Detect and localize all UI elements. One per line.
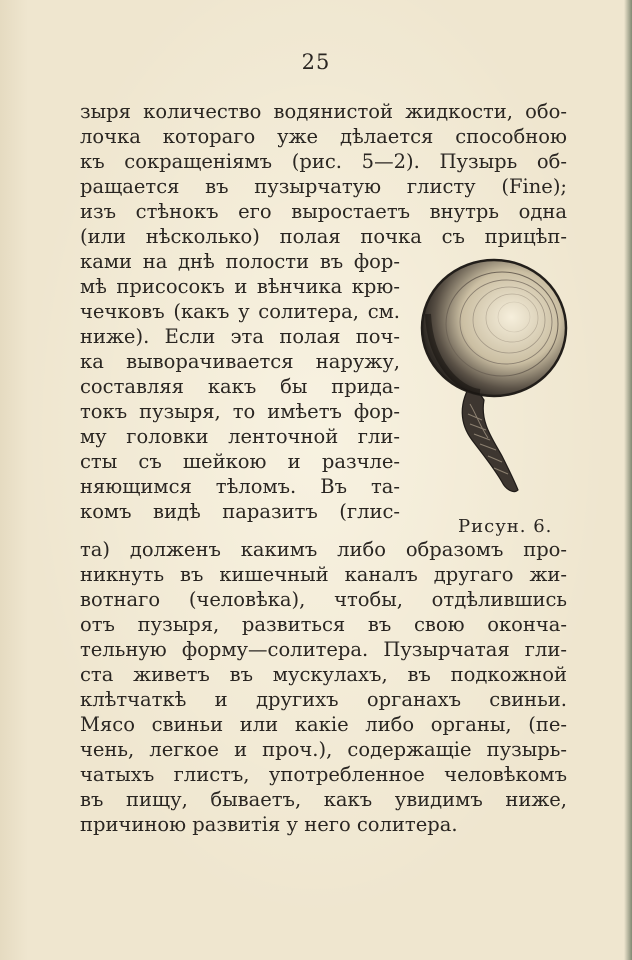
- text-line: чечковъ (какъ у солитера, см.: [80, 300, 400, 323]
- text-line: зыря количество водянистой жидкости, обо-: [80, 100, 567, 123]
- text-line: вотнаго (человѣка), чтобы, отдѣлившись: [80, 588, 567, 611]
- text-line: токъ пузыря, то имѣетъ фор-: [80, 400, 400, 423]
- text-line: клѣтчаткѣ и другихъ органахъ свиньи.: [80, 688, 567, 711]
- figure-caption: Рисун. 6.: [458, 516, 553, 537]
- text-line: составляя какъ бы прида-: [80, 375, 400, 398]
- text-line: ста живетъ въ мускулахъ, въ подкожной: [80, 663, 567, 686]
- text-line: няющимся тѣломъ. Въ та-: [80, 475, 400, 498]
- text-line: (или нѣсколько) полая почка съ прицѣп-: [80, 225, 567, 248]
- text-line: Мясо свиньи или какіе либо органы, (пе-: [80, 713, 567, 736]
- text-line: сты съ шейкою и разчле-: [80, 450, 400, 473]
- text-line: комъ видѣ паразитъ (глис-: [80, 500, 400, 523]
- text-line: ращается въ пузырчатую глисту (Fine);: [80, 175, 567, 198]
- text-line: чатыхъ глистъ, употребленное человѣкомъ: [80, 763, 567, 786]
- text-line: никнуть въ кишечный каналъ другаго жи-: [80, 563, 567, 586]
- text-line: ка выворачивается наружу,: [80, 350, 400, 373]
- text-line: изъ стѣнокъ его выростаетъ внутрь одна: [80, 200, 567, 223]
- text-line: къ сокращеніямъ (рис. 5—2). Пузырь об-: [80, 150, 567, 173]
- text-line: та) долженъ какимъ либо образомъ про-: [80, 538, 567, 561]
- text-line: отъ пузыря, развиться въ свою оконча-: [80, 613, 567, 636]
- text-line: чень, легкое и проч.), содержащіе пузырь-: [80, 738, 567, 761]
- page-number: 25: [301, 50, 331, 74]
- page-edge-shadow: [624, 0, 632, 960]
- text-line: му головки ленточной гли-: [80, 425, 400, 448]
- bladder-worm-illustration: [410, 254, 570, 500]
- text-line: причиною развитія у него солитера.: [80, 813, 458, 836]
- text-line: ками на днѣ полости въ фор-: [80, 250, 400, 273]
- text-line: лочка котораго уже дѣлается способною: [80, 125, 567, 148]
- text-line: тельную форму—солитера. Пузырчатая гли-: [80, 638, 567, 661]
- text-line: въ пищу, бываетъ, какъ увидимъ ниже,: [80, 788, 567, 811]
- text-line: мѣ присосокъ и вѣнчика крю-: [80, 275, 400, 298]
- text-line: ниже). Если эта полая поч-: [80, 325, 400, 348]
